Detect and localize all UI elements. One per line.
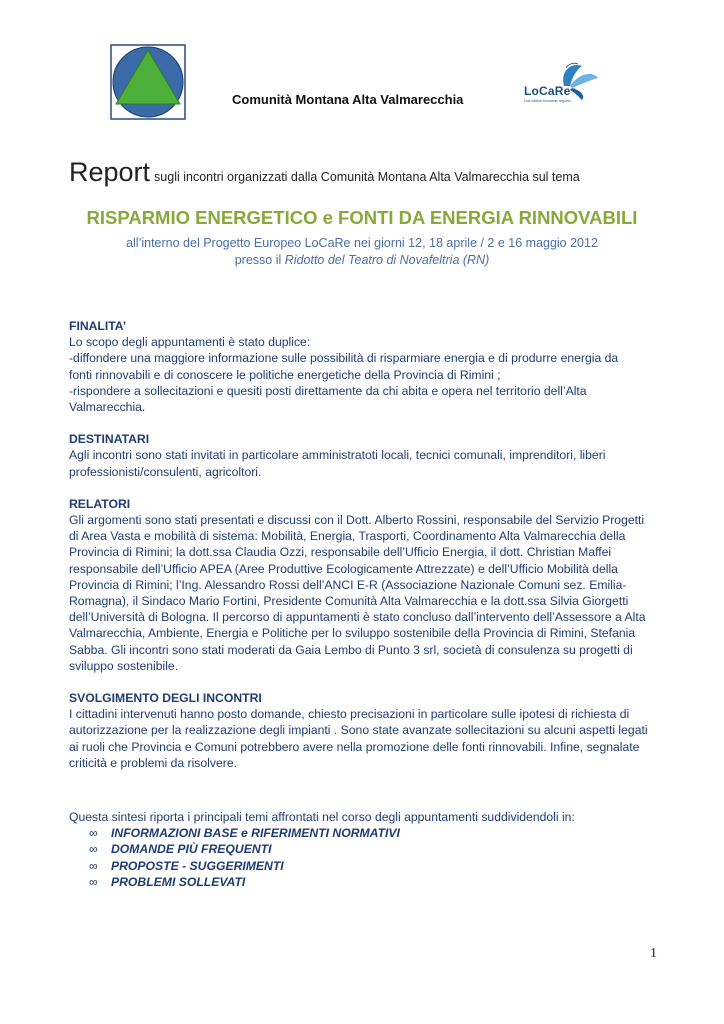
paragraph-line: ai ruoli che Provincia e Comuni potrebbero avere nella promozione delle fonti rinnovabili. Infine, segnalate <box>69 739 640 754</box>
paragraph-line: Agli incontri sono stati invitati in particolare amministratoti locali, tecnici comunali, imprenditori, liberi <box>69 448 606 463</box>
summary-intro: Questa sintesi riporta i principali temi affrontati nel corso degli appuntamenti suddividendoli in: <box>69 810 575 825</box>
section-title-destinatari: DESTINATARI <box>69 432 150 447</box>
document-body <box>69 318 659 890</box>
section-svolgimento <box>69 690 659 771</box>
paragraph-line: Provincia di Rimini; la dott.ssa Claudia Ozzi, responsabile dell’Ufficio Energia, il dott. Christian Maffei <box>69 545 612 560</box>
paragraph-line: Valmarecchia. <box>69 400 146 415</box>
locare-logo-text: LoCaRe <box>524 84 571 98</box>
paragraph-line: -diffondere una maggiore informazione sulle possibilità di risparmiare energia e di produrre energia da <box>69 351 619 366</box>
paragraph-line: Provincia di Rimini; l’Ing. Alessandro Rossi dell’ANCI E-R (Associazione Nazionale Comuni sez. Emilia- <box>69 577 627 592</box>
logo-triangle-icon <box>110 44 186 120</box>
section-title-finalita: FINALITA’ <box>69 319 127 333</box>
report-heading <box>69 157 580 188</box>
community-name: Comunità Montana Alta Valmarecchia <box>232 92 464 107</box>
paragraph-line: I cittadini intervenuti hanno posto domande, chiesto precisazioni in particolare sulle ipotesi di richiesta di <box>69 707 630 722</box>
subtitle-dates: all’interno del Progetto Europeo LoCaRe nei giorni 12, 18 aprile / 2 e 16 maggio 2012 <box>126 236 598 250</box>
section-destinatari <box>69 431 659 480</box>
paragraph-line: Gli argomenti sono stati presentati e discussi con il Dott. Alberto Rossini, responsabile del Servizio Progetti <box>69 513 645 528</box>
paragraph-line: autorizzazione per la realizzazione degli impianti . Sono state avanzate sollecitazioni su alcuni aspetti legati <box>69 723 648 738</box>
paragraph-line: -rispondere a sollecitazioni e quesiti posti direttamente da chi abita e opera nel territorio dell’Alta <box>69 383 587 398</box>
paragraph-line: Sabba. Gli incontri sono stati moderati da Gaia Lembo di Punto 3 srl, società di consulenza su progetti di <box>69 642 633 657</box>
summary-section <box>69 809 659 890</box>
list-item <box>69 825 659 841</box>
paragraph-line: responsabile dell’Ufficio APEA (Aree Produttive Ecologicamente Attrezzate) e dell’Ufficio Mobilità della <box>69 561 618 576</box>
paragraph-line: criticità e problemi da risolvere. <box>69 755 237 770</box>
comunita-montana-logo <box>110 44 186 120</box>
list-item <box>69 874 659 890</box>
main-title: RISPARMIO ENERGETICO e FONTI DA ENERGIA RINNOVABILI <box>86 207 638 228</box>
section-title-relatori: RELATORI <box>69 496 131 511</box>
paragraph-line: fonti rinnovabili e di conoscere le politiche energetiche della Provincia di Rimini ; <box>69 367 501 382</box>
list-item-text: DOMANDE PIÙ FREQUENTI <box>111 842 272 857</box>
section-relatori <box>69 496 659 674</box>
list-item <box>69 858 659 874</box>
paragraph-line: di Area Vasta e mobilità di sistema: Mobilità, Energia, Trasporti, Coordinamento Alta Valmarecchia della <box>69 529 626 544</box>
report-word: Report <box>69 157 151 187</box>
paragraph-line: Lo scopo degli appuntamenti è stato duplice: <box>69 335 311 350</box>
infinity-bullet-icon: ∞ <box>89 858 98 873</box>
list-item-text: PROPOSTE - SUGGERIMENTI <box>111 858 284 873</box>
report-topic: sugli incontri organizzati dalla Comunità Montana Alta Valmarecchia sul tema <box>154 170 580 184</box>
summary-list <box>69 825 659 890</box>
section-title-svolgimento: SVOLGIMENTO DEGLI INCONTRI <box>69 691 262 706</box>
list-item <box>69 841 659 857</box>
paragraph-line: Romagna), il Sindaco Mario Fortini, Presidente Comunità Alta Valmarecchia e la dott.ssa Silvia Giorgetti <box>69 594 629 609</box>
venue-prefix: presso il <box>234 253 285 267</box>
venue-name: Ridotto del Teatro di Novafeltria (RN) <box>284 253 490 267</box>
paragraph-line: professionisti/consulenti, agricoltori. <box>69 464 262 479</box>
paragraph-line: Valmarecchia, Ambiente, Energia e Politiche per lo sviluppo sostenibile della Provincia di Rimini, Stefania <box>69 626 636 641</box>
subtitle-venue <box>0 253 724 267</box>
page-number: 1 <box>650 946 657 961</box>
locare-logo-tagline: Low carbon economic regions <box>524 99 571 103</box>
paragraph-line: sviluppo sostenibile. <box>69 658 179 673</box>
infinity-bullet-icon: ∞ <box>89 874 98 889</box>
infinity-bullet-icon: ∞ <box>89 842 98 857</box>
list-item-text: PROBLEMI SOLLEVATI <box>111 874 246 889</box>
locare-logo <box>520 60 602 108</box>
list-item-text: INFORMAZIONI BASE e RIFERIMENTI NORMATIVI <box>111 826 400 841</box>
infinity-bullet-icon: ∞ <box>89 826 98 841</box>
section-finalita <box>69 318 659 415</box>
paragraph-line: dell’Università di Bologna. Il percorso di appuntamenti è stato concluso dall’intervento dell’Assessore a Alta <box>69 610 646 625</box>
